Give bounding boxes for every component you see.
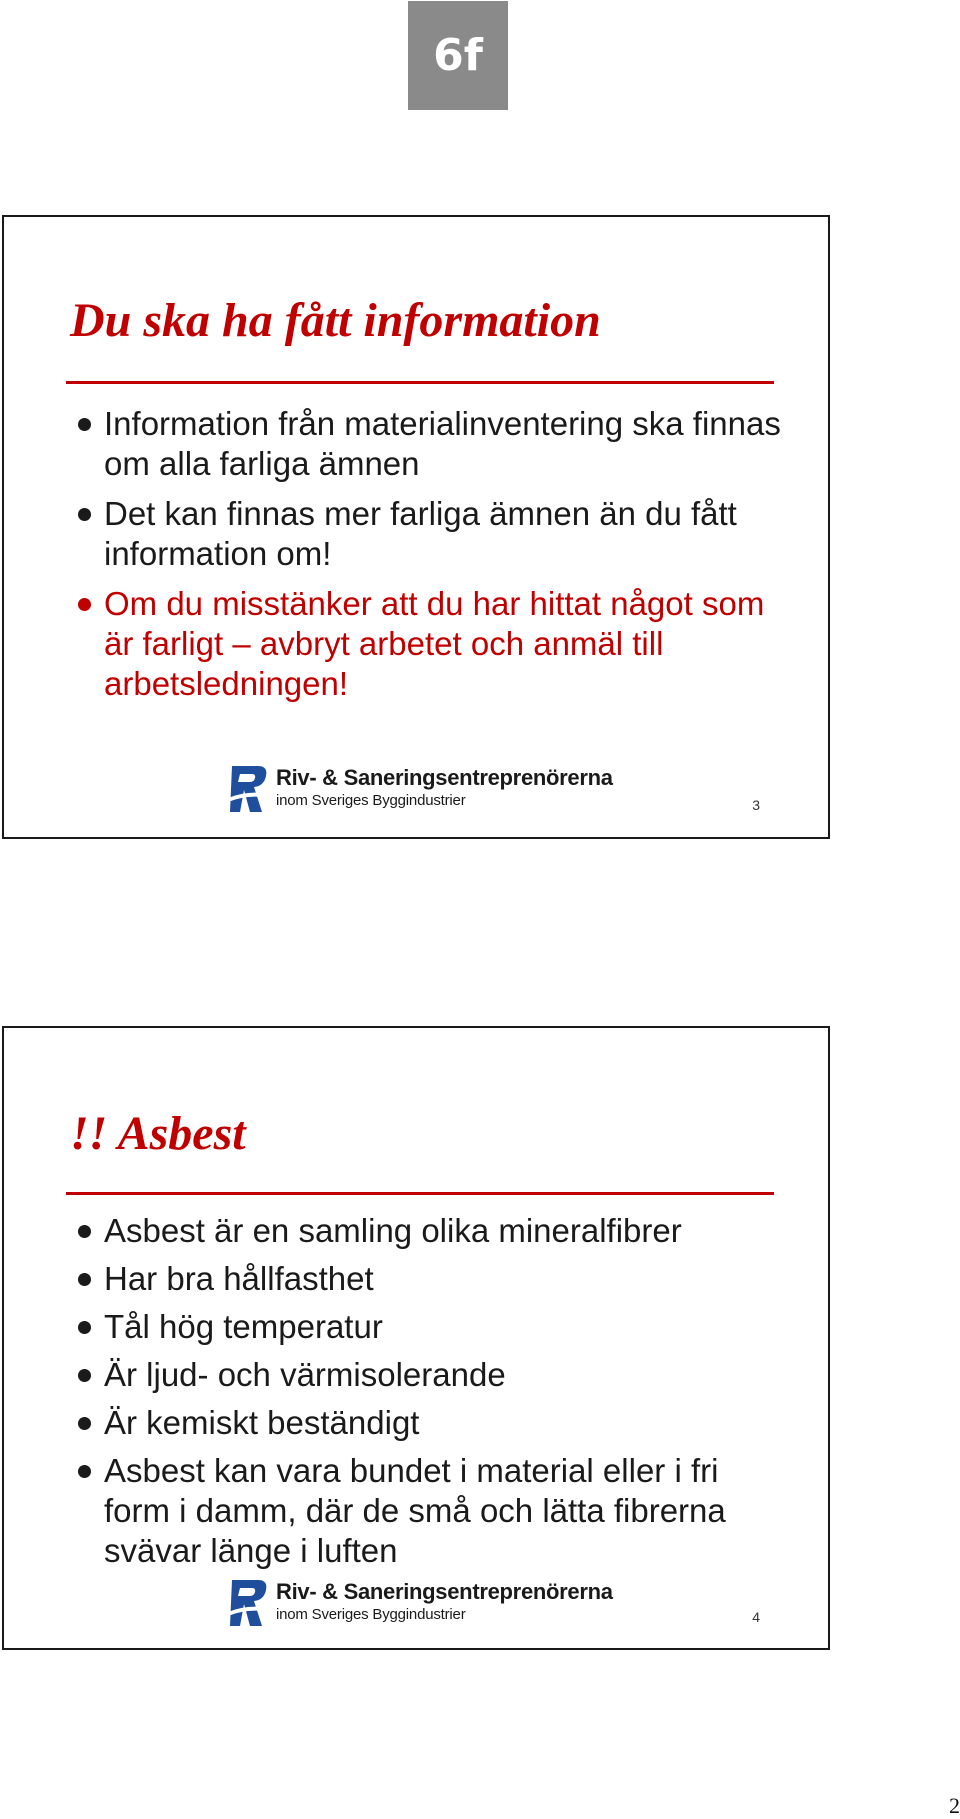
title-divider (66, 1192, 774, 1195)
logo-subtitle: inom Sveriges Byggindustrier (276, 1606, 466, 1623)
bullet-item (4, 1307, 804, 1347)
slide-4 (2, 1026, 830, 1650)
bullet-dot-icon (78, 1417, 91, 1430)
logo-mark-icon (228, 1578, 270, 1628)
bullet-item (4, 1451, 804, 1571)
bullet-item (4, 404, 804, 484)
bullet-text: Information från materialinventering ska finnas om alla farliga ämnen (104, 405, 781, 482)
title-divider (66, 381, 774, 384)
logo-name: Riv- & Saneringsentreprenörerna (276, 1579, 613, 1604)
bullet-item (4, 1355, 804, 1395)
slide-title: !! Asbest (70, 1107, 246, 1160)
bullet-dot-icon (78, 1225, 91, 1238)
bullet-text: Om du misstänker att du har hittat något som är farligt – avbryt arbetet och anmäl till arbetsledningen! (104, 585, 765, 702)
slide-3 (2, 215, 830, 839)
slide-title: Du ska ha fått information (70, 294, 601, 347)
bullet-dot-icon (78, 598, 91, 611)
logo-subtitle: inom Sveriges Byggindustrier (276, 792, 466, 809)
section-tag: 6f (408, 1, 508, 110)
bullet-dot-icon (78, 1273, 91, 1286)
bullet-text: Är kemiskt beständigt (104, 1404, 420, 1441)
bullet-dot-icon (78, 1369, 91, 1382)
page-number: 2 (949, 1793, 960, 1818)
bullet-dot-icon (78, 1465, 91, 1478)
bullet-text: Det kan finnas mer farliga ämnen än du fått information om! (104, 495, 737, 572)
bullet-text: Asbest kan vara bundet i material eller i fri form i damm, där de små och lätta fibrerna svävar länge i luften (104, 1452, 726, 1569)
bullet-text: Är ljud- och värmisolerande (104, 1356, 506, 1393)
logo-mark-icon (228, 764, 270, 814)
bullet-text: Asbest är en samling olika mineralfibrer (104, 1212, 682, 1249)
bullet-list (4, 404, 804, 714)
bullet-item (4, 494, 804, 574)
bullet-text: Har bra hållfasthet (104, 1260, 374, 1297)
slide-number: 3 (752, 797, 760, 813)
bullet-item-warning (4, 584, 804, 704)
organization-logo (228, 764, 628, 814)
bullet-item (4, 1259, 804, 1299)
bullet-dot-icon (78, 418, 91, 431)
bullet-text: Tål hög temperatur (104, 1308, 383, 1345)
bullet-list (4, 1211, 804, 1579)
bullet-item (4, 1403, 804, 1443)
bullet-dot-icon (78, 1321, 91, 1334)
bullet-item (4, 1211, 804, 1251)
slide-number: 4 (752, 1609, 760, 1625)
bullet-dot-icon (78, 508, 91, 521)
organization-logo (228, 1578, 628, 1628)
logo-name: Riv- & Saneringsentreprenörerna (276, 765, 613, 790)
